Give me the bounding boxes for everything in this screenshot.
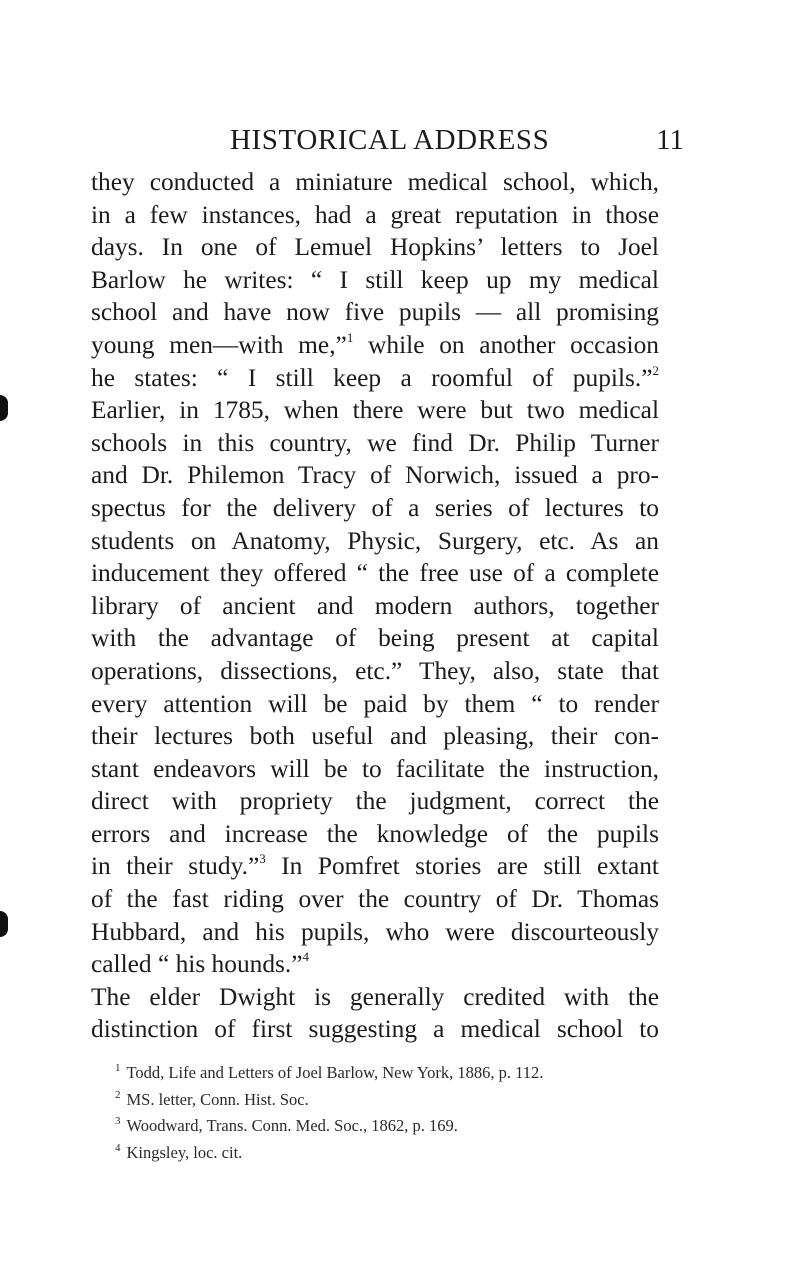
footnotes <box>115 1060 675 1166</box>
text-line: every attention will be paid by them “ to render <box>91 689 659 718</box>
text-line: in a few instances, had a great reputation in those <box>91 200 659 229</box>
text-line: operations, dissections, etc.” They, also, state that <box>91 656 659 685</box>
text-line: stant endeavors will be to facilitate the instruction, <box>91 754 659 783</box>
text-line: direct with propriety the judgment, correct the <box>91 787 659 816</box>
text-line: their lectures both useful and pleasing, their con- <box>91 722 659 751</box>
text-line: inducement they offered “ the free use of a complete <box>91 559 659 588</box>
text-line: he states: “ I still keep a roomful of pupils.”$^2$ <box>91 362 659 392</box>
text-line: Hubbard, and his pupils, who were discourteously <box>91 917 659 946</box>
footnote-ref: 3 <box>259 851 266 867</box>
footnote-mark: 2 <box>115 1088 121 1101</box>
text-line: Barlow he writes: “ I still keep up my medical <box>91 265 659 294</box>
footnote-mark: 1 <box>115 1062 121 1074</box>
text-line: in their study.”$^3$ In Pomfret stories are still extant <box>91 851 659 881</box>
page-number: 11 <box>656 124 684 156</box>
text-line: distinction of first suggesting a medical school to <box>91 1015 659 1044</box>
running-head <box>230 124 684 164</box>
footnote-mark: 4 <box>115 1141 121 1154</box>
footnote-mark: 3 <box>115 1115 121 1128</box>
text-line: school and have now five pupils — all promising <box>91 298 659 327</box>
footnote: $^2$ MS. letter, Conn. Hist. Soc. <box>115 1088 309 1109</box>
text-line: students on Anatomy, Physic, Surgery, etc. As an <box>91 526 659 555</box>
footnote-ref: 4 <box>302 949 310 965</box>
text-line: of the fast riding over the country of Dr. Thomas <box>91 885 659 914</box>
text-line: spectus for the delivery of a series of lectures to <box>91 493 659 522</box>
footnote: $^3$ Woodward, Trans. Conn. Med. Soc., 1862, p. 169. <box>115 1115 458 1136</box>
running-title: HISTORICAL ADDRESS <box>230 124 550 156</box>
text-line: The elder Dwight is generally credited with the <box>91 982 659 1011</box>
text-line: with the advantage of being present at capital <box>91 624 659 653</box>
footnote-ref: 1 <box>346 329 354 345</box>
text-line: they conducted a miniature medical school, which, <box>91 168 659 196</box>
text-line: Earlier, in 1785, when there were but two medical <box>91 396 659 425</box>
text-line: library of ancient and modern authors, together <box>91 591 659 620</box>
footnote: $^4$ Kingsley, loc. cit. <box>115 1141 243 1162</box>
page-edge-mark <box>0 395 8 421</box>
text-line: called “ his hounds.”$^4$ <box>91 949 310 979</box>
footnote: $^1$ Todd, Life and Letters of Joel Barlow, New York, 1886, p. 112. <box>115 1062 544 1082</box>
body-text <box>91 166 659 1046</box>
text-line: young men—with me,”$^1$ while on another occasion <box>91 329 660 359</box>
text-line: schools in this country, we find Dr. Philip Turner <box>91 428 659 457</box>
page-edge-mark <box>0 911 8 937</box>
text-line: days. In one of Lemuel Hopkins’ letters to Joel <box>91 233 659 262</box>
text-line: and Dr. Philemon Tracy of Norwich, issued a pro- <box>91 461 659 490</box>
footnote-ref: 2 <box>652 362 659 378</box>
text-line: errors and increase the knowledge of the pupils <box>91 819 659 848</box>
